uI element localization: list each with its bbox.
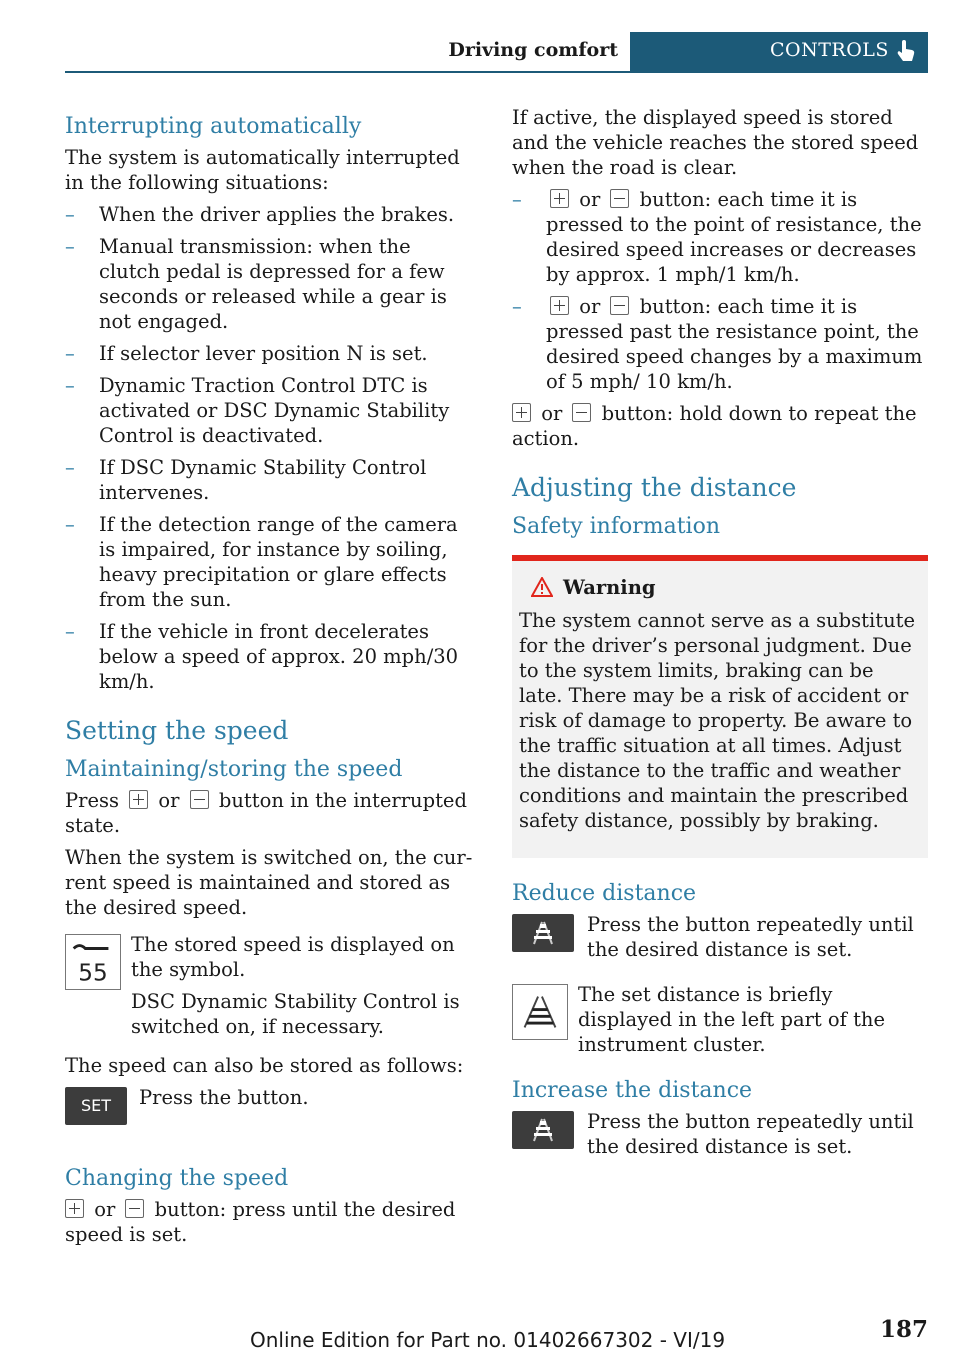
reduce-text: Press the button repeatedly until the desired distance is set. [587, 913, 914, 961]
or-word: or [541, 402, 563, 425]
list-item: – If the vehicle in front decelerates below a speed of approx. 20 mph/30 km/h. [65, 619, 475, 694]
right-column [512, 105, 928, 1169]
heading-increase: Increase the distance [512, 1078, 753, 1103]
active-text: If active, the displayed speed is stored and the vehicle reaches the stored speed when the road is clear. [512, 106, 919, 179]
stored-speed-text: The stored speed is displayed on the symbol. [131, 933, 455, 981]
page-number: 187 [879, 1316, 928, 1343]
list-item: – If selector lever position N is set. [65, 341, 475, 366]
list-item: – If DSC Dynamic Stability Control intervenes. [65, 455, 475, 505]
distance-display-row [512, 982, 928, 1057]
left-column [65, 105, 475, 1254]
plus-button-icon [129, 790, 148, 809]
heading-adjusting: Adjusting the distance [512, 473, 797, 502]
minus-button-icon [610, 189, 629, 208]
page-header [65, 32, 928, 73]
speed-symbol-value: 55 [78, 960, 108, 987]
item-text: button: each time it is pressed past the resistance point, the desired speed changes by a maximum of 5 mph/ 10 km/h. [546, 295, 923, 393]
dsc-text: DSC Dynamic Stability Control is switched on, if necessary. [131, 990, 460, 1038]
distance-button-icon [512, 914, 574, 952]
plus-button-icon [512, 403, 531, 422]
heading-reduce: Reduce distance [512, 881, 697, 906]
list-item: – Manual transmission: when the clutch pedal is depressed for a few seconds or released while a gear is not engaged. [65, 234, 475, 334]
speed-symbol-row [65, 932, 475, 1039]
heading-interrupting: Interrupting automatically [65, 114, 362, 139]
interrupt-intro: The system is automatically interrupted in the following situations: [65, 146, 460, 194]
warning-box [512, 555, 928, 858]
plus-button-icon [550, 296, 569, 315]
list-item: – Dynamic Traction Control DTC is activated or DSC Dynamic Stability Control is deactivated. [65, 373, 475, 448]
item-text: button: each time it is pressed to the point of resistance, the desired speed increases or decreases by approx. 1 mph/1 km/h. [546, 188, 922, 286]
interrupt-list [65, 202, 475, 694]
minus-button-icon [572, 403, 591, 422]
reduce-row [512, 912, 928, 968]
plus-button-icon [65, 1199, 84, 1218]
list-item: – When the driver applies the brakes. [65, 202, 475, 227]
chapter-title: CONTROLS [770, 39, 889, 61]
section-title: Driving comfort [448, 39, 618, 61]
or-word: or [94, 1198, 116, 1221]
warning-title-text: Warning [563, 576, 656, 599]
distance-display-icon [512, 984, 568, 1040]
minus-button-icon [125, 1199, 144, 1218]
hold-instruction [512, 401, 928, 451]
switched-on-text: When the system is switched on, the current speed is maintained and stored as the desired speed. [65, 846, 473, 919]
heading-safety: Safety information [512, 514, 720, 539]
speed-symbol-icon [65, 934, 121, 990]
or-word: or [579, 295, 601, 318]
warning-text: The system cannot serve as a substitute for the driver’s personal judgment. Due to the system limits, braking can be late. There may be a risk of accident or risk of damage to property. Be aware to the traffic situation at all times. Adjust the distance to the traffic and weather conditions and maintain the prescribed safety distance, possibly by braking. [519, 609, 916, 832]
briefly-text: The set distance is briefly displayed in the left part of the instrument cluster. [578, 983, 886, 1056]
or-word: or [158, 789, 180, 812]
change-instruction [65, 1197, 475, 1247]
edition-footer: Online Edition for Part no. 01402667302 - VI/19 [250, 1328, 726, 1352]
change-text: button: press until the desired speed is set. [65, 1198, 456, 1246]
chapter-tab [630, 32, 928, 71]
minus-button-icon [190, 790, 209, 809]
hold-text: button: hold down to repeat the action. [512, 402, 917, 450]
distance-button-icon [512, 1111, 574, 1149]
press-button-text: Press the button. [139, 1086, 309, 1109]
or-word: or [579, 188, 601, 211]
list-item [512, 294, 928, 394]
press-word: Press [65, 789, 119, 812]
warning-triangle-icon [531, 577, 553, 597]
increase-text: Press the button repeatedly until the desired distance is set. [587, 1110, 914, 1158]
plus-button-icon [550, 189, 569, 208]
set-button-row [65, 1085, 475, 1141]
heading-changing: Changing the speed [65, 1166, 289, 1191]
minus-button-icon [610, 296, 629, 315]
warning-title [519, 575, 920, 600]
press-rest: button in the interrupted state. [65, 789, 467, 837]
increase-row [512, 1109, 928, 1165]
set-button-icon: SET [65, 1087, 127, 1125]
button-list [512, 187, 928, 394]
list-item: – If the detection range of the camera is impaired, for instance by soiling, heavy precipitation or glare effects from the sun. [65, 512, 475, 612]
also-stored-text: The speed can also be stored as follows: [65, 1054, 464, 1077]
list-item [512, 187, 928, 287]
heading-setting-speed: Setting the speed [65, 716, 289, 745]
hand-pointer-icon [896, 40, 916, 62]
heading-maintaining: Maintaining/storing the speed [65, 757, 403, 782]
press-instruction [65, 788, 475, 838]
